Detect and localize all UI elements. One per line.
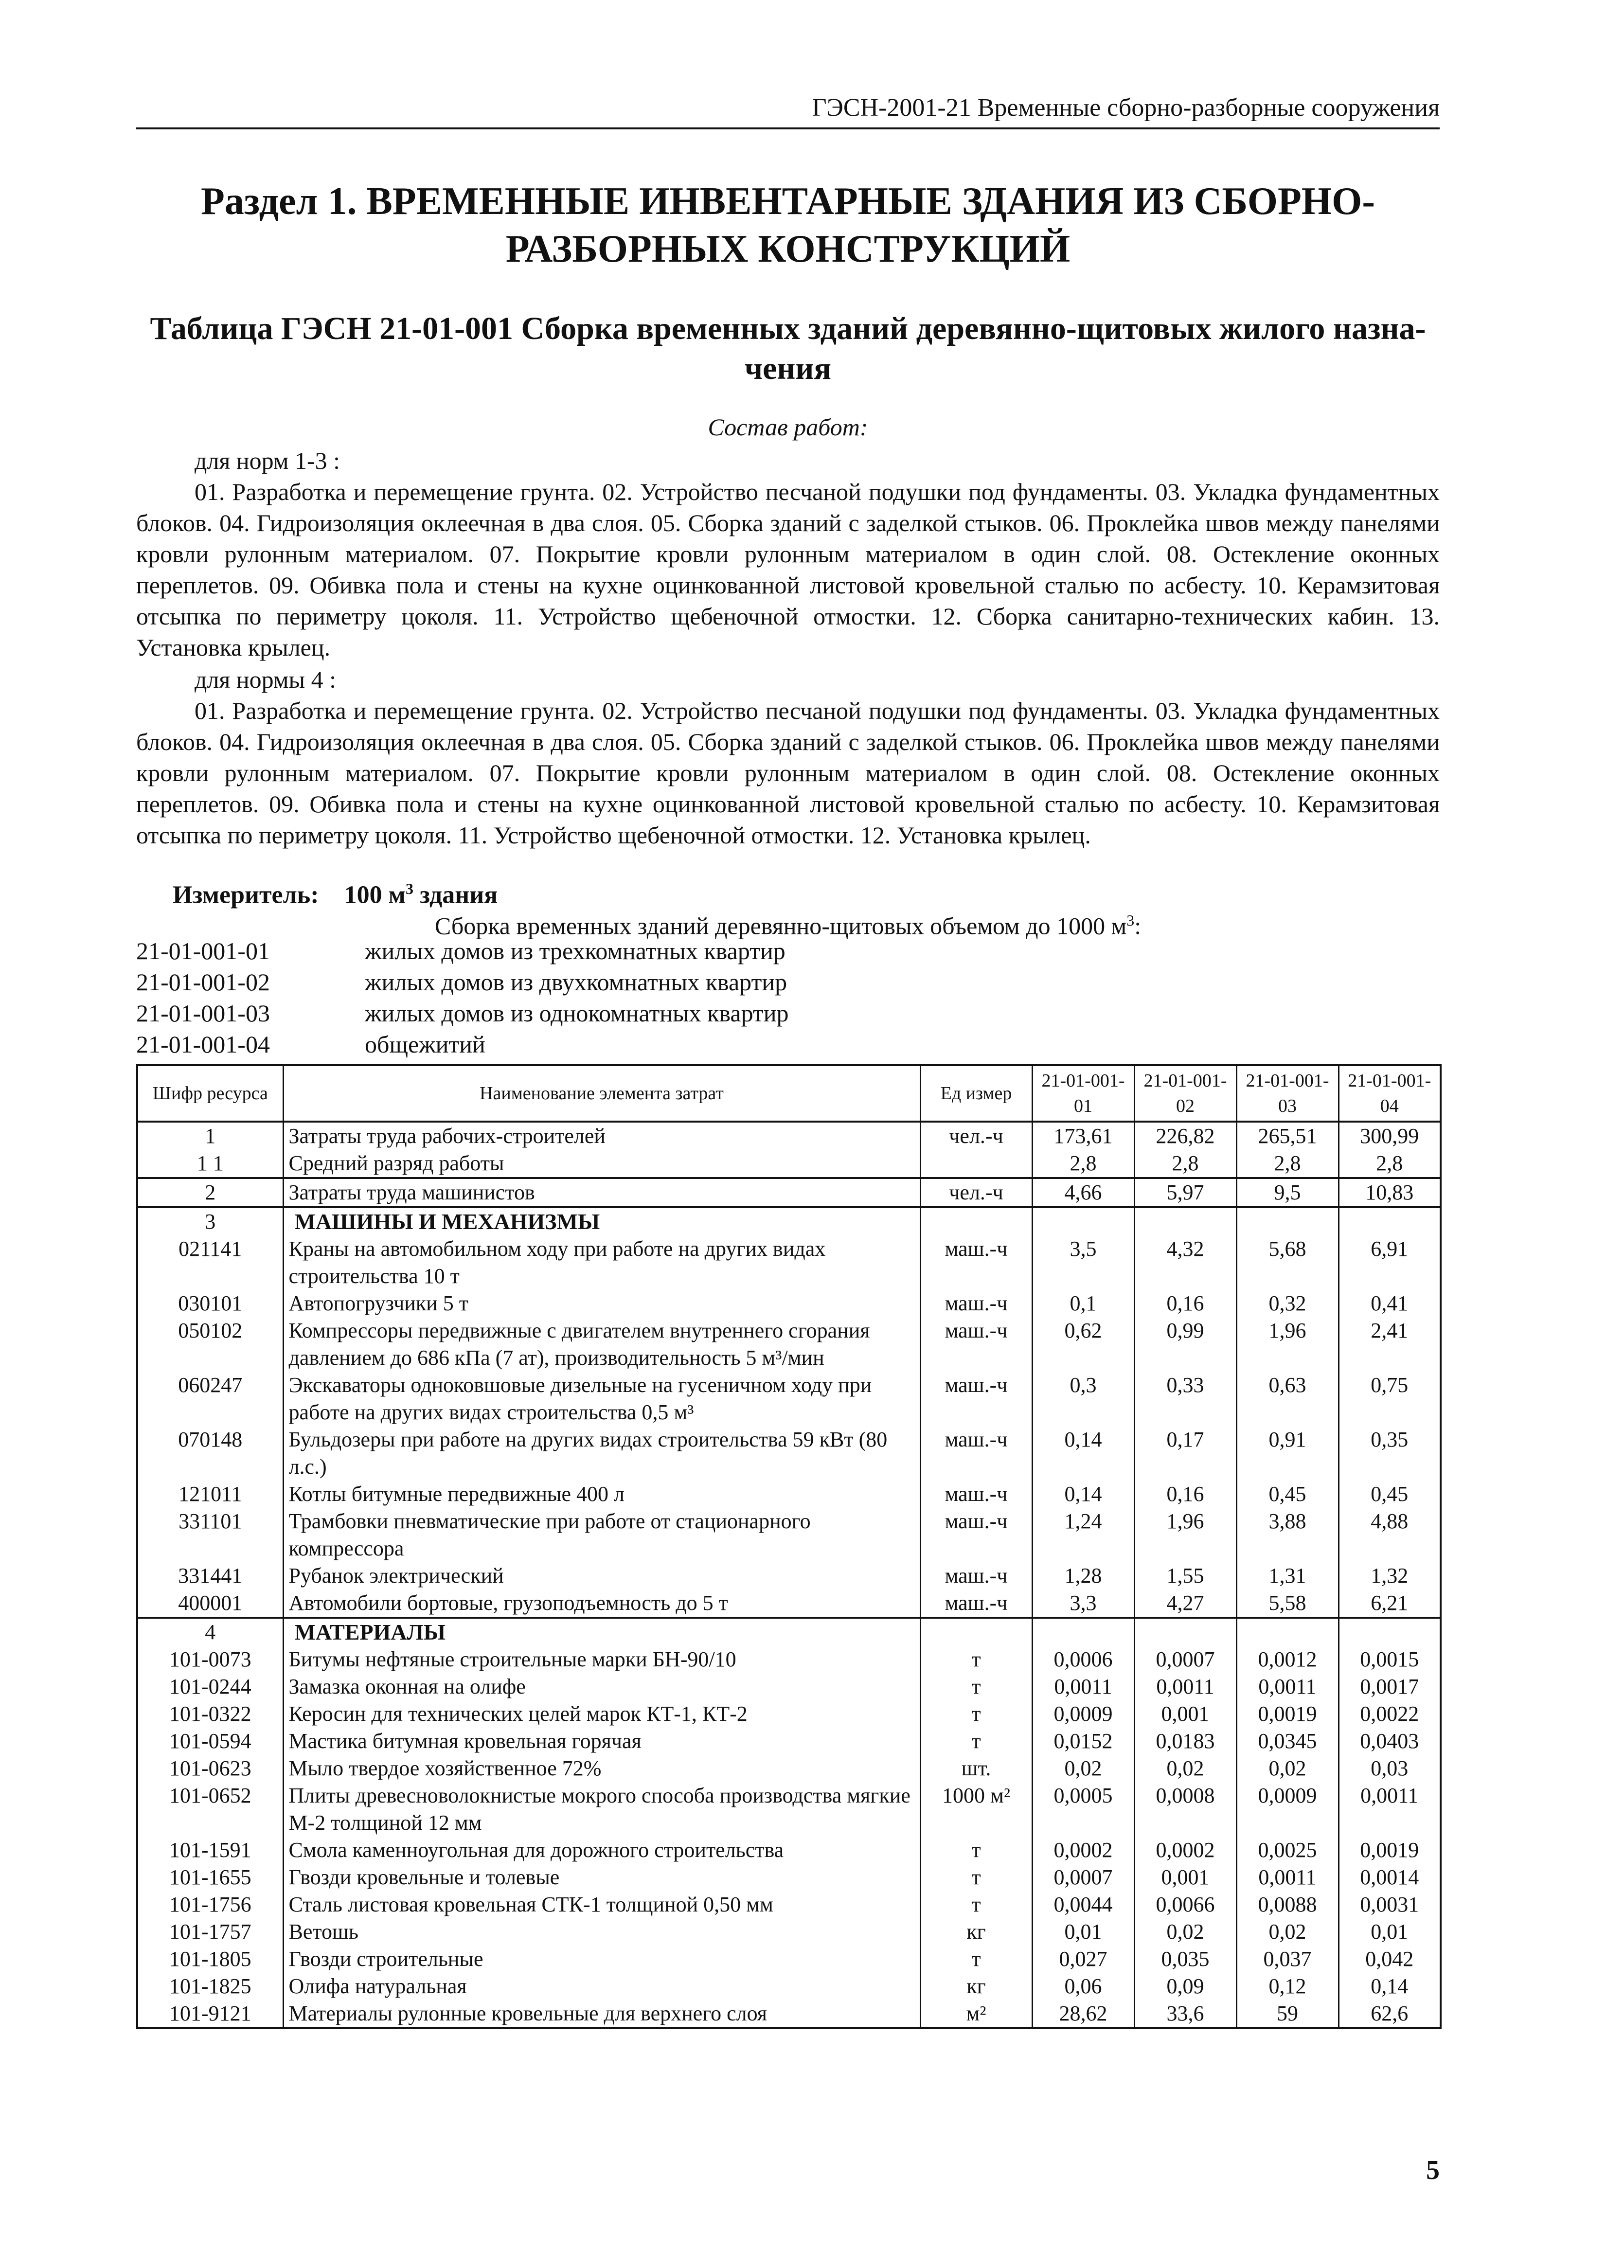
cell-value	[1236, 1207, 1338, 1235]
variant-row	[136, 935, 785, 966]
cell-value	[1134, 1618, 1236, 1646]
cell-name: Компрессоры передвижные с двигателем внутреннего сгорания давлением до 686 кПа (7 ат), производительность 5 м³/мин	[283, 1317, 920, 1372]
composition-heading: Состав работ:	[708, 413, 868, 441]
cell-value	[1236, 1618, 1338, 1646]
cell-value: 0,0022	[1338, 1700, 1441, 1728]
cell-value: 0,01	[1032, 1918, 1134, 1946]
table-row	[137, 1728, 1441, 1755]
table-row	[137, 1508, 1441, 1562]
table-row	[137, 1178, 1441, 1207]
table-row	[137, 1290, 1441, 1317]
cell-value: 0,63	[1236, 1372, 1338, 1426]
cell-value	[1338, 1618, 1441, 1646]
cell-value: 0,0007	[1134, 1646, 1236, 1673]
cell-unit: чел.-ч	[920, 1178, 1032, 1207]
cell-value: 1,96	[1236, 1317, 1338, 1372]
cell-value	[1338, 1207, 1441, 1235]
cell-name: Бульдозеры при работе на других видах строительства 59 кВт (80 л.с.)	[283, 1426, 920, 1481]
cell-value: 0,027	[1032, 1946, 1134, 1973]
cell-value: 0,0007	[1032, 1864, 1134, 1891]
cell-code: 101-1805	[137, 1946, 283, 1973]
cell-value: 6,91	[1338, 1235, 1441, 1290]
table-title	[136, 309, 1440, 389]
cell-value: 9,5	[1236, 1178, 1338, 1207]
cell-name: МАШИНЫ И МЕХАНИЗМЫ	[283, 1207, 920, 1235]
cell-code: 101-1591	[137, 1837, 283, 1864]
cell-name: Мастика битумная кровельная горячая	[283, 1728, 920, 1755]
cell-value: 4,32	[1134, 1235, 1236, 1290]
measure-label: Измеритель:	[173, 881, 319, 909]
cell-name: Краны на автомобильном ходу при работе на других видах строительства 10 т	[283, 1235, 920, 1290]
cell-value: 3,3	[1032, 1589, 1134, 1618]
cell-unit: т	[920, 1837, 1032, 1864]
cell-value: 0,14	[1032, 1481, 1134, 1508]
cell-unit: кг	[920, 1918, 1032, 1946]
cell-value: 0,0011	[1134, 1673, 1236, 1700]
cell-unit: маш.-ч	[920, 1290, 1032, 1317]
cell-value: 0,99	[1134, 1317, 1236, 1372]
cell-value: 0,0002	[1134, 1837, 1236, 1864]
cell-value: 0,0345	[1236, 1728, 1338, 1755]
cell-code: 101-0594	[137, 1728, 283, 1755]
cell-unit: маш.-ч	[920, 1372, 1032, 1426]
cell-value: 0,03	[1338, 1755, 1441, 1782]
cell-value: 0,0031	[1338, 1891, 1441, 1918]
variant-code: 21-01-001-01	[136, 937, 270, 964]
cell-name: Автомобили бортовые, грузоподъемность до 5 т	[283, 1589, 920, 1618]
cell-unit: м²	[920, 2000, 1032, 2028]
cell-code: 101-0652	[137, 1782, 283, 1837]
cell-value: 0,0011	[1236, 1864, 1338, 1891]
composition-text: 01. Разработка и перемещение грунта. 02. Устройство песчаной подушки под фундаменты. 03. Укладка фундаментных блоков. 04. Гидроизоляция оклеечная в два слоя. 05. Сборка зданий с заделкой стыков. 06. Проклейка швов между панелями кровли рулонным материалом. 07. Покрытие кровли рулонным материалом в один слой. 08. Остекление оконных переплетов. 09. Обивка пола и стены на кухне оцинкованной листовой кровельной сталью по асбесту. 10. Керамзитовая отсыпка по периметру цоколя. 11. Устройство щебеночной отмостки. 12. Сборка санитарно-технических кабин. 13. Установка крылец.	[136, 478, 1440, 661]
table-row	[137, 1481, 1441, 1508]
cell-value: 2,8	[1032, 1150, 1134, 1178]
cell-code: 331101	[137, 1508, 283, 1562]
cell-value: 5,58	[1236, 1589, 1338, 1618]
cell-code: 101-9121	[137, 2000, 283, 2028]
cell-code: 1 1	[137, 1150, 283, 1178]
cell-code: 1	[137, 1122, 283, 1150]
table-row	[137, 1973, 1441, 2000]
header-unit: Ед измер	[920, 1065, 1032, 1122]
composition-text: 01. Разработка и перемещение грунта. 02. Устройство песчаной подушки под фундаменты. 03. Укладка фундаментных блоков. 04. Гидроизоляция оклеечная в два слоя. 05. Сборка зданий с заделкой стыков. 06. Проклейка швов между панелями кровли рулонным материалом. 07. Покрытие кровли рулонным материалом в один слой. 08. Остекление оконных переплетов. 09. Обивка пола и стены на кухне оцинкованной листовой кровельной сталью по асбесту. 10. Керамзитовая отсыпка по периметру цоколя. 11. Устройство щебеночной отмостки. 12. Установка крылец.	[136, 697, 1440, 849]
table-header-row	[137, 1065, 1441, 1122]
cell-code: 021141	[137, 1235, 283, 1290]
cell-value: 0,0012	[1236, 1646, 1338, 1673]
cell-name: Керосин для технических целей марок КТ-1, КТ-2	[283, 1700, 920, 1728]
section-title-line: РАЗБОРНЫХ КОНСТРУКЦИЙ	[505, 228, 1071, 270]
cell-value: 0,0005	[1032, 1782, 1134, 1837]
composition-group-1	[136, 445, 1440, 663]
cell-value: 10,83	[1338, 1178, 1441, 1207]
norm-label: для норм 1-3 :	[195, 447, 340, 474]
cell-value: 1,24	[1032, 1508, 1134, 1562]
measure-value: 100 м	[344, 881, 406, 909]
cell-code: 121011	[137, 1481, 283, 1508]
cell-value: 0,32	[1236, 1290, 1338, 1317]
cell-value: 0,0019	[1236, 1700, 1338, 1728]
variant-code: 21-01-001-02	[136, 968, 270, 996]
cell-name: Экскаваторы одноковшовые дизельные на гусеничном ходу при работе на других видах строительства 0,5 м³	[283, 1372, 920, 1426]
table-title-line: Таблица ГЭСН 21-01-001 Сборка временных зданий деревянно-щитовых жилого назна-	[150, 311, 1426, 346]
cell-value: 1,31	[1236, 1562, 1338, 1589]
variant-desc: жилых домов из двухкомнатных квартир	[365, 968, 787, 996]
cell-name: Автопогрузчики 5 т	[283, 1290, 920, 1317]
cell-name: Гвозди строительные	[283, 1946, 920, 1973]
section-title-line: Раздел 1. ВРЕМЕННЫЕ ИНВЕНТАРНЫЕ ЗДАНИЯ ИЗ СБОРНО-	[201, 180, 1375, 223]
cell-code: 101-0322	[137, 1700, 283, 1728]
cell-value: 0,0152	[1032, 1728, 1134, 1755]
cell-value: 173,61	[1032, 1122, 1134, 1150]
measure-subtitle: Сборка временных зданий деревянно-щитовых объемом до 1000 $м^3$:	[434, 911, 1142, 940]
cell-name: Плиты древесноволокнистые мокрого способа производства мягкие М-2 толщиной 12 мм	[283, 1782, 920, 1837]
cell-value: 2,8	[1236, 1150, 1338, 1178]
cell-value: 0,45	[1236, 1481, 1338, 1508]
running-header: ГЭСН-2001-21 Временные сборно-разборные сооружения	[812, 94, 1440, 122]
cell-value: 5,97	[1134, 1178, 1236, 1207]
cell-value: 0,0011	[1236, 1673, 1338, 1700]
cell-value: 4,88	[1338, 1508, 1441, 1562]
table-row	[137, 1864, 1441, 1891]
cell-value: 0,0183	[1134, 1728, 1236, 1755]
cell-code: 030101	[137, 1290, 283, 1317]
table-row	[137, 1755, 1441, 1782]
cell-value: 0,17	[1134, 1426, 1236, 1481]
cell-code: 2	[137, 1178, 283, 1207]
cell-unit: т	[920, 1864, 1032, 1891]
cell-value: 0,0009	[1236, 1782, 1338, 1837]
cell-value: 59	[1236, 2000, 1338, 2028]
cell-value: 0,0019	[1338, 1837, 1441, 1864]
cell-value: 226,82	[1134, 1122, 1236, 1150]
cell-unit	[920, 1207, 1032, 1235]
cell-value: 5,68	[1236, 1235, 1338, 1290]
cell-unit: маш.-ч	[920, 1426, 1032, 1481]
cell-name: Котлы битумные передвижные 400 л	[283, 1481, 920, 1508]
cell-value: 0,33	[1134, 1372, 1236, 1426]
table-row	[137, 1122, 1441, 1150]
cell-unit: шт.	[920, 1755, 1032, 1782]
cell-code: 101-1756	[137, 1891, 283, 1918]
cell-value: 0,0088	[1236, 1891, 1338, 1918]
table-row	[137, 1372, 1441, 1426]
cell-unit: кг	[920, 1973, 1032, 2000]
cell-value: 0,02	[1236, 1755, 1338, 1782]
cell-unit: маш.-ч	[920, 1562, 1032, 1589]
cell-code: 050102	[137, 1317, 283, 1372]
cell-unit: т	[920, 1646, 1032, 1673]
cell-value: 0,0403	[1338, 1728, 1441, 1755]
variant-row	[136, 1029, 485, 1060]
cell-name: Мыло твердое хозяйственное 72%	[283, 1755, 920, 1782]
cell-name: Рубанок электрический	[283, 1562, 920, 1589]
cell-name: Ветошь	[283, 1918, 920, 1946]
cell-value: 300,99	[1338, 1122, 1441, 1150]
cell-code: 331441	[137, 1562, 283, 1589]
cell-value: 0,41	[1338, 1290, 1441, 1317]
cell-value: 0,01	[1338, 1918, 1441, 1946]
cell-value: 0,042	[1338, 1946, 1441, 1973]
cell-value: 1,32	[1338, 1562, 1441, 1589]
cell-value: 0,0002	[1032, 1837, 1134, 1864]
table-row	[137, 1618, 1441, 1646]
cell-unit: маш.-ч	[920, 1481, 1032, 1508]
cell-name: Гвозди кровельные и толевые	[283, 1864, 920, 1891]
header-code: Шифр ресурса	[137, 1065, 283, 1122]
cell-name: Трамбовки пневматические при работе от стационарного компрессора	[283, 1508, 920, 1562]
header-name: Наименование элемента затрат	[283, 1065, 920, 1122]
cell-value: 28,62	[1032, 2000, 1134, 2028]
cell-code: 101-0244	[137, 1673, 283, 1700]
cell-value: 0,1	[1032, 1290, 1134, 1317]
cell-code: 101-1757	[137, 1918, 283, 1946]
cell-value: 0,0017	[1338, 1673, 1441, 1700]
cell-value: 0,02	[1236, 1918, 1338, 1946]
header-rule	[136, 127, 1440, 129]
variant-row	[136, 998, 789, 1029]
cell-unit: т	[920, 1728, 1032, 1755]
cell-value: 3,88	[1236, 1508, 1338, 1562]
table-title-line: чения	[744, 351, 832, 386]
cell-value: 0,0011	[1032, 1673, 1134, 1700]
cell-value: 0,16	[1134, 1481, 1236, 1508]
header-col: 21-01-001-01	[1032, 1065, 1134, 1122]
cell-value: 0,0011	[1338, 1782, 1441, 1837]
variant-code: 21-01-001-04	[136, 1031, 270, 1058]
cell-value: 0,0025	[1236, 1837, 1338, 1864]
cell-name: МАТЕРИАЛЫ	[283, 1618, 920, 1646]
cell-value: 0,0008	[1134, 1782, 1236, 1837]
cell-name: Материалы рулонные кровельные для верхнего слоя	[283, 2000, 920, 2028]
cell-value: 3,5	[1032, 1235, 1134, 1290]
cell-name: Затраты труда рабочих-строителей	[283, 1122, 920, 1150]
cell-unit: маш.-ч	[920, 1317, 1032, 1372]
cell-value: 0,037	[1236, 1946, 1338, 1973]
cell-value: 0,75	[1338, 1372, 1441, 1426]
table-row	[137, 1891, 1441, 1918]
cell-value: 0,16	[1134, 1290, 1236, 1317]
cell-value: 2,8	[1338, 1150, 1441, 1178]
cell-value: 62,6	[1338, 2000, 1441, 2028]
cell-unit: маш.-ч	[920, 1508, 1032, 1562]
cell-name: Замазка оконная на олифе	[283, 1673, 920, 1700]
table-row	[137, 1837, 1441, 1864]
variant-code: 21-01-001-03	[136, 1000, 270, 1027]
table-row	[137, 1589, 1441, 1618]
cell-value: 0,0015	[1338, 1646, 1441, 1673]
cell-unit: маш.-ч	[920, 1235, 1032, 1290]
header-col: 21-01-001-04	[1338, 1065, 1441, 1122]
resource-table	[136, 1064, 1442, 2029]
cell-value: 0,45	[1338, 1481, 1441, 1508]
cell-value	[1032, 1207, 1134, 1235]
table-row	[137, 1426, 1441, 1481]
cell-value: 1,96	[1134, 1508, 1236, 1562]
table-row	[137, 1700, 1441, 1728]
cell-value: 0,02	[1032, 1755, 1134, 1782]
cell-name: Средний разряд работы	[283, 1150, 920, 1178]
cell-code: 3	[137, 1207, 283, 1235]
cell-code: 060247	[137, 1372, 283, 1426]
cell-unit	[920, 1618, 1032, 1646]
cell-value	[1032, 1618, 1134, 1646]
cell-unit: маш.-ч	[920, 1589, 1032, 1618]
cell-value: 0,12	[1236, 1973, 1338, 2000]
table-row	[137, 1317, 1441, 1372]
cell-unit	[920, 1150, 1032, 1178]
cell-code: 101-0073	[137, 1646, 283, 1673]
cell-value: 0,02	[1134, 1755, 1236, 1782]
cell-value: 0,09	[1134, 1973, 1236, 2000]
measure-value-suffix: здания	[413, 881, 498, 909]
cell-code: 101-0623	[137, 1755, 283, 1782]
header-col: 21-01-001-02	[1134, 1065, 1236, 1122]
cell-value: 0,0014	[1338, 1864, 1441, 1891]
cell-value: 0,91	[1236, 1426, 1338, 1481]
cell-value: 2,41	[1338, 1317, 1441, 1372]
cell-value: 0,02	[1134, 1918, 1236, 1946]
cell-value: 1,28	[1032, 1562, 1134, 1589]
cell-value: 0,001	[1134, 1864, 1236, 1891]
cell-value: 4,66	[1032, 1178, 1134, 1207]
cell-value: 0,06	[1032, 1973, 1134, 2000]
cell-value: 0,3	[1032, 1372, 1134, 1426]
table-row	[137, 1918, 1441, 1946]
cell-value: 265,51	[1236, 1122, 1338, 1150]
table-row	[137, 1646, 1441, 1673]
variant-desc: общежитий	[365, 1031, 485, 1058]
cell-value: 2,8	[1134, 1150, 1236, 1178]
table-row	[137, 1562, 1441, 1589]
cell-value: 0,35	[1338, 1426, 1441, 1481]
table-row	[137, 2000, 1441, 2028]
cell-name: Смола каменноугольная для дорожного строительства	[283, 1837, 920, 1864]
cell-value	[1134, 1207, 1236, 1235]
cell-value: 33,6	[1134, 2000, 1236, 2028]
cell-name: Олифа натуральная	[283, 1973, 920, 2000]
cell-value: 0,14	[1338, 1973, 1441, 2000]
cell-name: Сталь листовая кровельная СТК-1 толщиной 0,50 мм	[283, 1891, 920, 1918]
cell-value: 0,0044	[1032, 1891, 1134, 1918]
section-title	[136, 178, 1440, 273]
table-row	[137, 1150, 1441, 1178]
cell-code: 101-1655	[137, 1864, 283, 1891]
cell-unit: 1000 м²	[920, 1782, 1032, 1837]
cell-value: 6,21	[1338, 1589, 1441, 1618]
cell-code: 101-1825	[137, 1973, 283, 2000]
cell-unit: т	[920, 1891, 1032, 1918]
variant-desc: жилых домов из однокомнатных квартир	[365, 1000, 789, 1027]
cell-value: 0,62	[1032, 1317, 1134, 1372]
cell-unit: т	[920, 1700, 1032, 1728]
cell-code: 4	[137, 1618, 283, 1646]
cell-value: 1,55	[1134, 1562, 1236, 1589]
table-body	[137, 1122, 1441, 2028]
cell-unit: т	[920, 1946, 1032, 1973]
cell-unit: т	[920, 1673, 1032, 1700]
cell-value: 0,0009	[1032, 1700, 1134, 1728]
table-row	[137, 1235, 1441, 1290]
cell-unit: чел.-ч	[920, 1122, 1032, 1150]
variant-desc: жилых домов из трехкомнатных квартир	[365, 937, 785, 964]
norm-label: для нормы 4 :	[195, 666, 337, 693]
header-col: 21-01-001-03	[1236, 1065, 1338, 1122]
composition-group-2	[136, 664, 1440, 851]
table-row	[137, 1782, 1441, 1837]
cell-value: 0,0066	[1134, 1891, 1236, 1918]
variant-row	[136, 966, 787, 998]
table-row	[137, 1946, 1441, 1973]
cell-value: 0,035	[1134, 1946, 1236, 1973]
cell-name: Затраты труда машинистов	[283, 1178, 920, 1207]
cell-code: 070148	[137, 1426, 283, 1481]
cell-name: Битумы нефтяные строительные марки БН-90/10	[283, 1646, 920, 1673]
cell-value: 0,001	[1134, 1700, 1236, 1728]
cell-value: 0,0006	[1032, 1646, 1134, 1673]
table-row	[137, 1673, 1441, 1700]
cell-code: 400001	[137, 1589, 283, 1618]
cell-value: 0,14	[1032, 1426, 1134, 1481]
measure-value-sup: 3	[406, 880, 414, 897]
page-number: 5	[1426, 2155, 1440, 2185]
cell-value: 4,27	[1134, 1589, 1236, 1618]
table-row	[137, 1207, 1441, 1235]
